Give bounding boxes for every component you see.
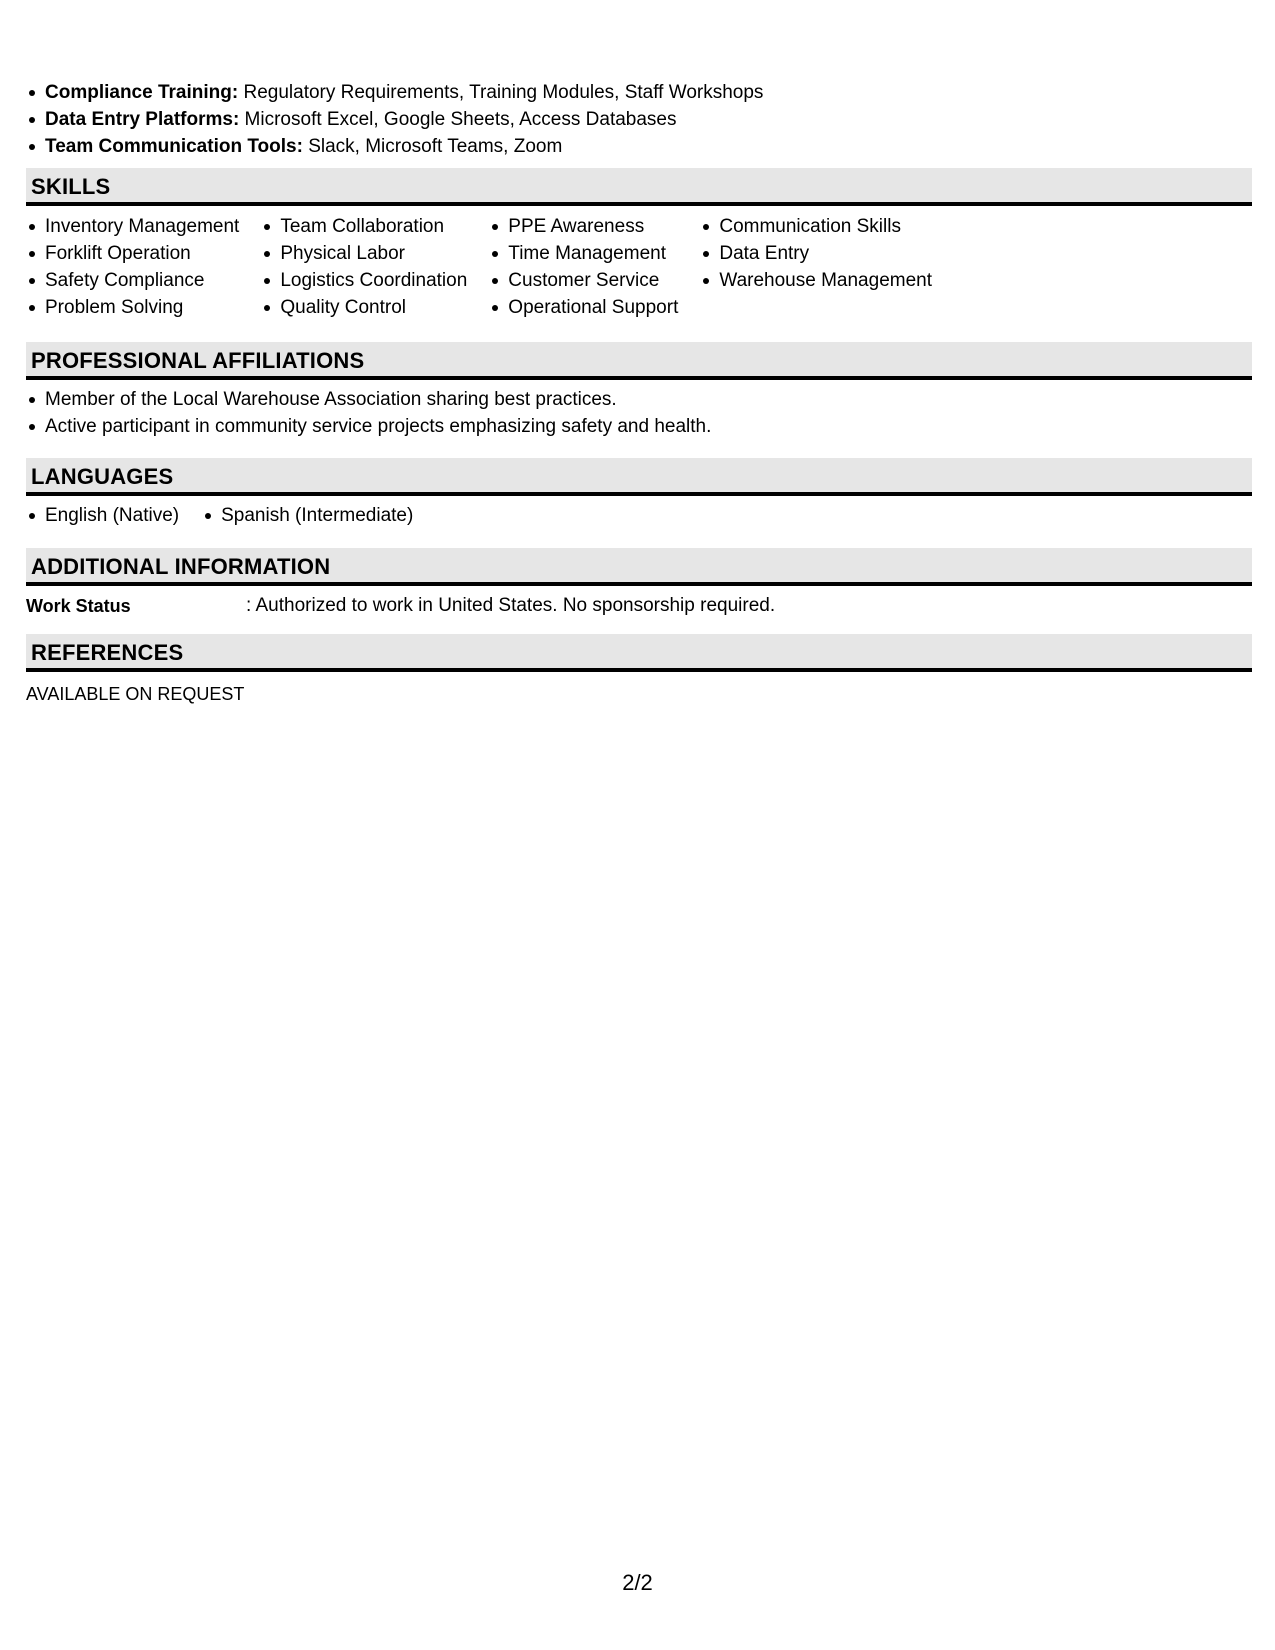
references-text: AVAILABLE ON REQUEST — [26, 684, 245, 704]
work-status-label: Work Status — [26, 596, 131, 616]
skills-section — [26, 168, 1252, 321]
list-item: Quality Control — [261, 294, 467, 321]
list-item: Problem Solving — [26, 294, 239, 321]
section-heading: ADDITIONAL INFORMATION — [26, 548, 1252, 586]
section-heading: REFERENCES — [26, 634, 1252, 672]
references-section — [26, 634, 1252, 706]
list-item: PPE Awareness — [489, 213, 678, 240]
list-item: Inventory Management — [26, 213, 239, 240]
skills-grid — [26, 213, 1252, 321]
work-status-value: : Authorized to work in United States. No sponsorship required. — [246, 595, 776, 616]
affiliations-section — [26, 342, 1252, 440]
list-item: Time Management — [489, 240, 678, 267]
list-item: Data Entry — [700, 240, 932, 267]
list-item: Warehouse Management — [700, 267, 932, 294]
work-status-row — [26, 594, 1252, 618]
list-item — [26, 133, 763, 160]
item-label: Team Communication Tools: — [45, 136, 303, 157]
list-item — [26, 79, 763, 106]
item-label: Compliance Training: — [45, 82, 239, 103]
list-item: Logistics Coordination — [261, 267, 467, 294]
list-item: Active participant in community service projects emphasizing safety and health. — [26, 413, 1252, 440]
skills-column — [26, 213, 239, 321]
list-item: Spanish (Intermediate) — [202, 502, 413, 529]
section-heading: LANGUAGES — [26, 458, 1252, 496]
item-value: Slack, Microsoft Teams, Zoom — [302, 136, 563, 157]
skills-column — [261, 213, 467, 321]
list-item: Member of the Local Warehouse Association sharing best practices. — [26, 386, 1252, 413]
list-item — [26, 106, 763, 133]
tools-list — [26, 79, 763, 160]
list-item: Team Collaboration — [261, 213, 467, 240]
item-value: Microsoft Excel, Google Sheets, Access Databases — [239, 109, 677, 130]
list-item: Safety Compliance — [26, 267, 239, 294]
list-item: Communication Skills — [700, 213, 932, 240]
list-item: Forklift Operation — [26, 240, 239, 267]
section-heading: SKILLS — [26, 168, 1252, 206]
additional-info-section — [26, 548, 1252, 618]
list-item: Customer Service — [489, 267, 678, 294]
section-heading: PROFESSIONAL AFFILIATIONS — [26, 342, 1252, 380]
list-item: English (Native) — [26, 502, 179, 529]
languages-list — [26, 502, 1252, 529]
page-number: 2/2 — [622, 1570, 653, 1595]
affiliations-list — [26, 386, 1252, 440]
languages-section — [26, 458, 1252, 529]
list-item: Operational Support — [489, 294, 678, 321]
skills-column — [700, 213, 932, 321]
item-value: Regulatory Requirements, Training Modules, Staff Workshops — [238, 82, 764, 103]
skills-column — [489, 213, 678, 321]
list-item: Physical Labor — [261, 240, 467, 267]
item-label: Data Entry Platforms: — [45, 109, 240, 130]
